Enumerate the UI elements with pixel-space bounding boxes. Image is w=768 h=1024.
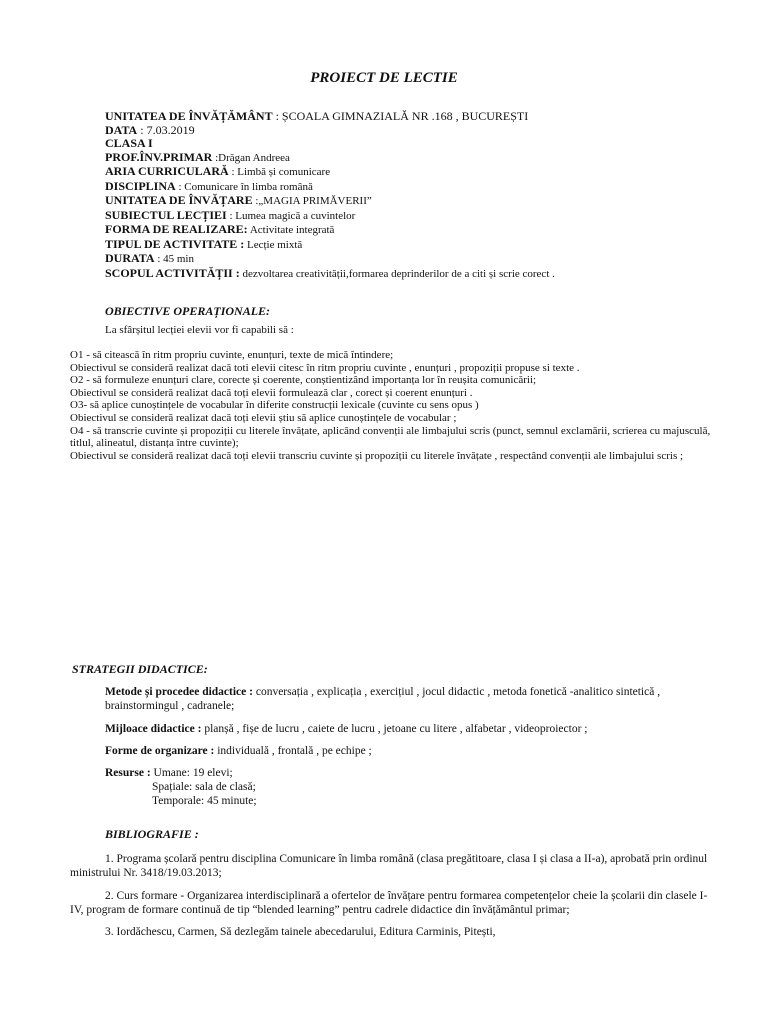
means-value: planșă , fișe de lucru , caiete de lucru , jetoane cu litere , alfabetar , videoproiector ; — [201, 723, 588, 735]
info-label: ARIA CURRICULARĂ — [105, 164, 229, 178]
info-row-activity-type — [105, 238, 745, 253]
bibliography-text: 2. Curs formare - Organizarea interdisciplinară a ofertelor de învățare pentru formarea competențelor cheie la școlarii din clasele I-IV, program de formare continuă de tip “blended learning” pentru cadrele didactice din învățământul primar; — [70, 890, 708, 916]
resources-value: Umane: 19 elevi; — [150, 767, 233, 779]
resources-label: Resurse : — [105, 767, 151, 779]
forms-label: Forme de organizare : — [105, 745, 215, 757]
objective-line: O2 - să formuleze enunțuri clare, corecte și coerente, conștientizând importanța lor în reușita comunicării; — [70, 374, 537, 387]
resources-temporal: Temporale: 45 minute; — [152, 795, 257, 807]
objective-line: Obiectivul se consideră realizat dacă toți elevii formulează clar , corect și coerent enunțuri . — [70, 386, 473, 399]
bibliography-item — [70, 925, 710, 939]
objective-line: Obiectivul se consideră realizat dacă toti elevii citesc în ritm propriu cuvinte , enunțuri , propoziții propuse si texte . — [70, 361, 580, 374]
bibliography-text: 1. Programa școlară pentru disciplina Comunicare în limba română (clasa pregătitoare, clasa I și clasa a II-a), aprobată prin ordinul ministrului Nr. 3418/19.03.2013; — [70, 853, 708, 879]
objective-line: Obiectivul se consideră realizat dacă toți elevii știu să aplice cunoștințele de vocabular ; — [70, 411, 457, 424]
methods-label: Metode și procedee didactice : — [105, 686, 253, 698]
info-value: Activitate integrată — [247, 224, 335, 236]
resources-spatial: Spațiale: sala de clasă; — [152, 781, 256, 793]
bibliography-item — [70, 889, 710, 917]
info-value: : 7.03.2019 — [137, 122, 195, 137]
bibliography-text: 3. Iordăchescu, Carmen, Să dezlegăm tainele abecedarului, Editura Carminis, Pitești, — [105, 926, 496, 938]
info-value: : 45 min — [154, 253, 194, 265]
info-label: UNITATEA DE ÎNVĂȚĂMÂNT — [105, 109, 273, 123]
info-value: Lecție mixtă — [244, 238, 303, 251]
info-label: DURATA — [105, 251, 155, 265]
info-label: CLASA I — [105, 136, 153, 150]
strategy-resources — [70, 766, 710, 808]
info-row-duration — [105, 252, 745, 267]
strategy-methods — [70, 685, 710, 713]
objectives-heading: OBIECTIVE OPERAȚIONALE: — [105, 304, 271, 318]
info-label: UNITATEA DE ÎNVĂȚARE — [105, 193, 253, 207]
info-value: : Comunicare în limba română — [175, 180, 313, 193]
info-value: : ȘCOALA GIMNAZIALĂ NR .168 , BUCUREȘTI — [272, 109, 529, 123]
info-row-class — [105, 137, 745, 151]
info-value: dezvoltarea creativității,formarea deprinderilor de a citi și scrie corect . — [239, 267, 555, 280]
methods-value: conversația , explicația , exercițiul , jocul didactic , metoda fonetică -analitico sintetică , brainstormingul , cadranele; — [105, 686, 661, 712]
objective-line: Obiectivul se consideră realizat dacă toți elevii transcriu cuvinte și propoziții cu literele învățate , respectând convenții ale limbajului scris ; — [70, 449, 684, 462]
info-row-form — [105, 223, 745, 238]
document-title: PROIECT DE LECTIE — [310, 70, 458, 86]
info-value: :Drăgan Andreea — [212, 151, 290, 164]
info-row-unit — [105, 110, 745, 124]
info-row-learning-unit — [105, 194, 745, 209]
means-label: Mijloace didactice : — [105, 723, 202, 735]
objective-line: O3- să aplice cunoștințele de vocabular în diferite construcții lexicale (cuvinte cu sens opus ) — [70, 399, 479, 412]
bibliography-item — [70, 852, 710, 880]
strategy-forms — [70, 744, 710, 758]
objective-line: O1 - să citească în ritm propriu cuvinte, enunțuri, texte de mică întindere; — [70, 349, 394, 361]
info-row-discipline — [105, 180, 745, 195]
info-label: DATA — [105, 122, 138, 137]
info-value: : Limbă și comunicare — [228, 166, 331, 178]
info-label: FORMA DE REALIZARE: — [105, 222, 248, 236]
info-value: : Lumea magică a cuvintelor — [226, 209, 356, 222]
lesson-info-block — [105, 110, 745, 281]
bibliography-heading: BIBLIOGRAFIE : — [105, 827, 199, 841]
info-label: SCOPUL ACTIVITĂȚII : — [105, 265, 240, 280]
info-row-subject — [105, 209, 745, 224]
info-label: SUBIECTUL LECȚIEI — [105, 207, 227, 222]
info-row-teacher — [105, 151, 745, 166]
info-label: TIPUL DE ACTIVITATE : — [105, 236, 245, 251]
info-value: :„MAGIA PRIMĂVERII” — [252, 195, 372, 207]
info-row-scope — [105, 267, 745, 282]
objectives-intro: La sfârșitul lecției elevii vor fi capabili să : — [105, 324, 294, 336]
info-row-curricular-area — [105, 165, 745, 180]
objective-line: O4 - să transcrie cuvinte și propoziții cu literele învățate, aplicând convenții ale limbajului scris (punct, semnul exclamării, scrierea cu majusculă, titlul, alineatul, distanța între cuvinte); — [70, 424, 711, 450]
info-label: PROF.ÎNV.PRIMAR — [105, 149, 213, 164]
info-row-date — [105, 124, 745, 138]
info-label: DISCIPLINA — [105, 178, 176, 193]
strategy-means — [70, 722, 710, 736]
forms-value: individuală , frontală , pe echipe ; — [214, 745, 372, 757]
objectives-list — [70, 349, 730, 462]
strategies-heading: STRATEGII DIDACTICE: — [72, 662, 208, 676]
